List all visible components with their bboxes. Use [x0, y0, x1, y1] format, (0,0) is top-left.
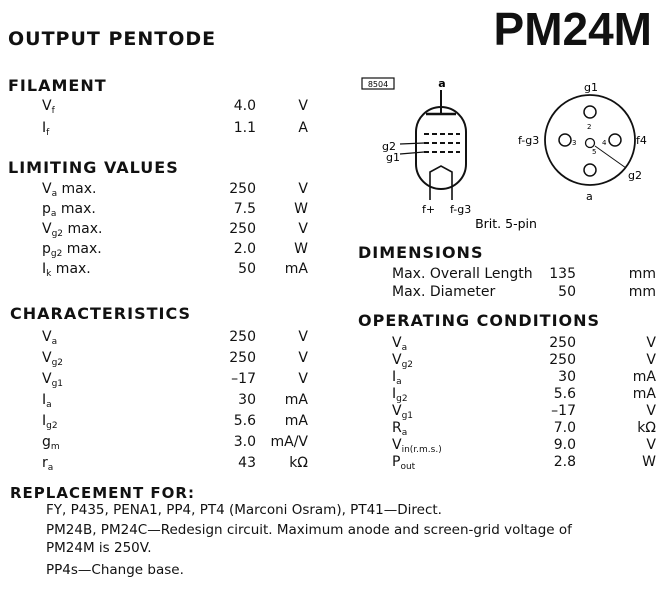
characteristics-row [42, 411, 308, 431]
base-pin-diagram [545, 95, 635, 185]
characteristics-row [42, 390, 308, 410]
param-unit: W [294, 241, 308, 257]
base-pin-number-5: 5 [592, 148, 597, 156]
filament-heading: FILAMENT [8, 76, 107, 95]
param-subscript: g2 [46, 421, 58, 431]
param-label [42, 259, 91, 284]
param-subscript: g2 [50, 249, 63, 259]
param-unit: mA [284, 392, 308, 408]
param-unit: V [298, 181, 308, 197]
param-symbol: V [42, 329, 52, 345]
limiting-row [42, 239, 308, 259]
param-subscript: a [47, 463, 54, 473]
base-label-f-g3: f-g3 [518, 134, 540, 147]
characteristics-row [42, 369, 308, 389]
param-value: 1.1 [233, 120, 256, 136]
base-label-g1: g1 [584, 81, 598, 94]
param-subscript: a [396, 377, 402, 387]
param-suffix: max. [57, 181, 97, 197]
param-symbol: I [42, 261, 47, 277]
param-value: 250 [229, 221, 256, 237]
param-label: Max. Overall Length [392, 266, 533, 282]
param-value: 250 [229, 181, 256, 197]
param-symbol: I [392, 386, 397, 402]
param-unit: A [298, 120, 308, 136]
limiting-row [42, 259, 308, 279]
characteristics-row [42, 327, 308, 347]
limiting-row [42, 199, 308, 219]
param-label [42, 453, 53, 478]
valve-code: PM24M [493, 3, 652, 55]
param-unit: mA/V [270, 434, 308, 450]
param-value: 7.5 [233, 201, 256, 217]
param-subscript: a [51, 189, 58, 199]
symbol-label-a: a [438, 77, 446, 90]
param-value: 7.0 [553, 420, 576, 436]
param-label [42, 118, 49, 143]
param-unit: V [646, 335, 656, 351]
pentode-symbol [400, 90, 466, 200]
dimensions-row [392, 282, 656, 302]
param-value: 5.6 [233, 413, 256, 429]
param-symbol: V [392, 403, 402, 419]
param-unit: V [298, 221, 308, 237]
param-symbol: I [42, 392, 47, 408]
param-value: 30 [558, 369, 576, 385]
param-subscript: a [51, 337, 58, 347]
base-pin-number-2: 2 [587, 123, 592, 131]
param-value: 50 [558, 284, 576, 300]
param-symbol: V [42, 181, 52, 197]
param-symbol: V [42, 221, 52, 237]
ref-number: 8504 [367, 80, 389, 89]
param-value: 5.6 [553, 386, 576, 402]
filament-row [42, 96, 308, 116]
param-symbol: V [42, 350, 52, 366]
param-symbol: I [42, 413, 47, 429]
operating-heading: OPERATING CONDITIONS [358, 311, 601, 330]
param-value: 30 [238, 392, 256, 408]
replacement-line-redesign: PM24B, PM24C—Redesign circuit. Maximum anode and screen-grid voltage of [46, 522, 572, 538]
param-symbol: V [42, 371, 52, 387]
param-subscript: a [50, 209, 57, 219]
param-suffix: max. [62, 241, 102, 257]
operating-row [392, 452, 656, 472]
param-symbol: V [392, 335, 402, 351]
base-pin-number-3: 3 [572, 139, 577, 147]
param-unit: W [294, 201, 308, 217]
param-suffix: max. [51, 261, 91, 277]
param-symbol: I [42, 120, 47, 136]
param-unit: V [646, 437, 656, 453]
param-suffix: max. [63, 221, 103, 237]
param-value: 3.0 [233, 434, 256, 450]
param-suffix: max. [56, 201, 96, 217]
param-value: 9.0 [553, 437, 576, 453]
param-label [392, 452, 415, 477]
base-label-a: a [586, 190, 593, 203]
valve-diagram [360, 72, 666, 237]
param-label: Max. Diameter [392, 284, 496, 300]
characteristics-row [42, 432, 308, 452]
param-value: 250 [229, 350, 256, 366]
param-subscript: k [46, 269, 52, 279]
symbol-label-f-plus: f+ [422, 203, 436, 216]
param-unit: V [298, 371, 308, 387]
param-subscript: in(r.m.s.) [401, 445, 442, 455]
symbol-label-g1: g1 [386, 151, 400, 164]
param-unit: mm [628, 266, 656, 282]
base-type-label: Brit. 5-pin [475, 216, 537, 231]
limiting-heading: LIMITING VALUES [8, 158, 179, 177]
dimensions-heading: DIMENSIONS [358, 243, 484, 262]
symbol-label-f-g3: f-g3 [450, 203, 472, 216]
symbol-label-g2: g2 [382, 140, 396, 153]
param-value: 2.8 [553, 454, 576, 470]
param-unit: V [298, 329, 308, 345]
param-subscript: f [51, 106, 55, 116]
param-unit: V [646, 403, 656, 419]
param-symbol: V [42, 98, 52, 114]
param-symbol: p [42, 241, 51, 257]
filament-row [42, 118, 308, 138]
param-symbol: g [42, 434, 51, 450]
param-subscript: g2 [396, 394, 408, 404]
characteristics-row [42, 348, 308, 368]
page-title: OUTPUT PENTODE [8, 28, 217, 50]
param-subscript: a [401, 343, 408, 353]
characteristics-row [42, 453, 308, 473]
param-value: 43 [238, 455, 256, 471]
param-symbol: P [392, 454, 401, 470]
replacement-line-base: PP4s—Change base. [46, 562, 184, 578]
param-subscript: a [401, 428, 408, 438]
param-subscript: m [50, 442, 60, 452]
param-unit: mA [284, 261, 308, 277]
param-unit: mA [284, 413, 308, 429]
param-value: 4.0 [233, 98, 256, 114]
param-symbol: R [392, 420, 402, 436]
param-symbol: V [392, 437, 402, 453]
base-label-f4: f4 [636, 134, 647, 147]
param-symbol: p [42, 201, 51, 217]
param-symbol: I [392, 369, 397, 385]
base-label-g2: g2 [628, 169, 642, 182]
param-unit: W [642, 454, 656, 470]
param-subscript: out [400, 462, 416, 472]
param-value: 2.0 [233, 241, 256, 257]
dimensions-row [392, 264, 656, 284]
param-subscript: g1 [51, 379, 64, 389]
param-unit: kΩ [289, 455, 308, 471]
param-value: 135 [549, 266, 576, 282]
replacement-heading: REPLACEMENT FOR: [10, 484, 195, 502]
param-unit: mA [632, 369, 656, 385]
param-symbol: r [42, 455, 48, 471]
characteristics-heading: CHARACTERISTICS [10, 304, 192, 323]
param-value: 50 [238, 261, 256, 277]
param-value: 250 [229, 329, 256, 345]
param-unit: mA [632, 386, 656, 402]
param-value: 250 [549, 335, 576, 351]
param-subscript: a [46, 400, 52, 410]
param-value: –17 [551, 403, 576, 419]
limiting-row [42, 219, 308, 239]
param-unit: V [646, 352, 656, 368]
param-unit: kΩ [637, 420, 656, 436]
param-subscript: f [46, 128, 50, 138]
param-unit: V [298, 98, 308, 114]
replacement-line-direct: FY, P435, PENA1, PP4, PT4 (Marconi Osram), PT41—Direct. [46, 502, 442, 518]
param-subscript: g1 [401, 411, 414, 421]
limiting-row [42, 179, 308, 199]
param-value: –17 [231, 371, 256, 387]
param-symbol: V [392, 352, 402, 368]
replacement-line-voltage: PM24M is 250V. [46, 540, 152, 556]
base-pin-number-4: 4 [602, 139, 607, 147]
param-value: 250 [549, 352, 576, 368]
param-subscript: g2 [51, 358, 64, 368]
param-unit: mm [628, 284, 656, 300]
param-subscript: g2 [51, 229, 64, 239]
param-subscript: g2 [401, 360, 414, 370]
param-unit: V [298, 350, 308, 366]
